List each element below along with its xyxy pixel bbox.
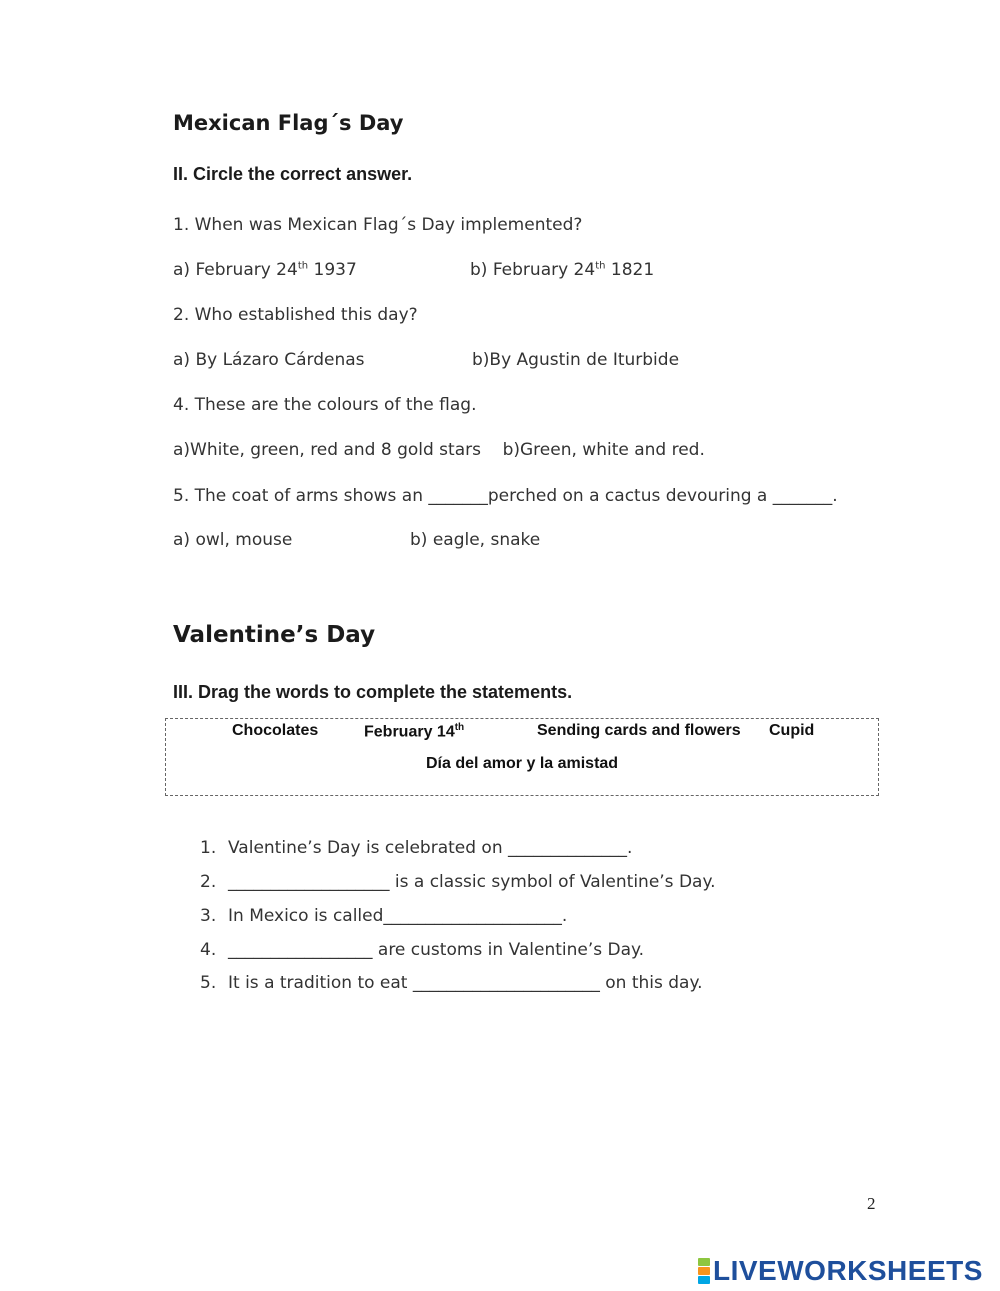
section1-instruction: II. Circle the correct answer. [173,164,413,184]
word-sending-cards[interactable]: Sending cards and flowers [537,722,741,739]
q5-text: 5. The coat of arms shows an _______perched on a cactus devouring a _______. [173,486,838,506]
q5-option-b[interactable]: b) eagle, snake [410,530,541,550]
q1-text: 1. When was Mexican Flag´s Day implemented? [173,215,583,235]
q4-options[interactable]: a)White, green, red and 8 gold stars b)Green, white and red. [173,440,705,460]
q2-option-b[interactable]: b)By Agustin de Iturbide [472,350,680,370]
section2-instruction: III. Drag the words to complete the statements. [173,682,573,702]
q1-option-b[interactable]: b) February 24th 1821 [470,260,655,280]
section2-title: Valentine’s Day [173,622,376,648]
section1-title: Mexican Flag´s Day [173,111,404,135]
word-chocolates[interactable]: Chocolates [232,722,319,739]
word-cupid[interactable]: Cupid [769,722,815,739]
word-february-14th[interactable]: February 14th [364,722,465,741]
page-number: 2 [867,1194,876,1213]
liveworksheets-logo [698,1256,983,1286]
statement-2: 2. ___________________ is a classic symbol of Valentine’s Day. [200,872,716,892]
statement-5: 5. It is a tradition to eat ______________________ on this day. [200,973,703,993]
word-dia-del-amor[interactable]: Día del amor y la amistad [426,755,619,772]
q4-text: 4. These are the colours of the flag. [173,395,477,415]
logo-blocks-icon [698,1258,710,1284]
q1-option-a[interactable]: a) February 24th 1937 [173,260,357,280]
q5-option-a[interactable]: a) owl, mouse [173,530,293,550]
word-bank [165,718,879,796]
statement-1: 1. Valentine’s Day is celebrated on ______________. [200,838,633,858]
q2-option-a[interactable]: a) By Lázaro Cárdenas [173,350,365,370]
statement-3: 3. In Mexico is called_____________________. [200,906,568,926]
logo-text: LIVEWORKSHEETS [713,1255,983,1286]
statement-4: 4. _________________ are customs in Valentine’s Day. [200,940,645,960]
q2-text: 2. Who established this day? [173,305,418,325]
